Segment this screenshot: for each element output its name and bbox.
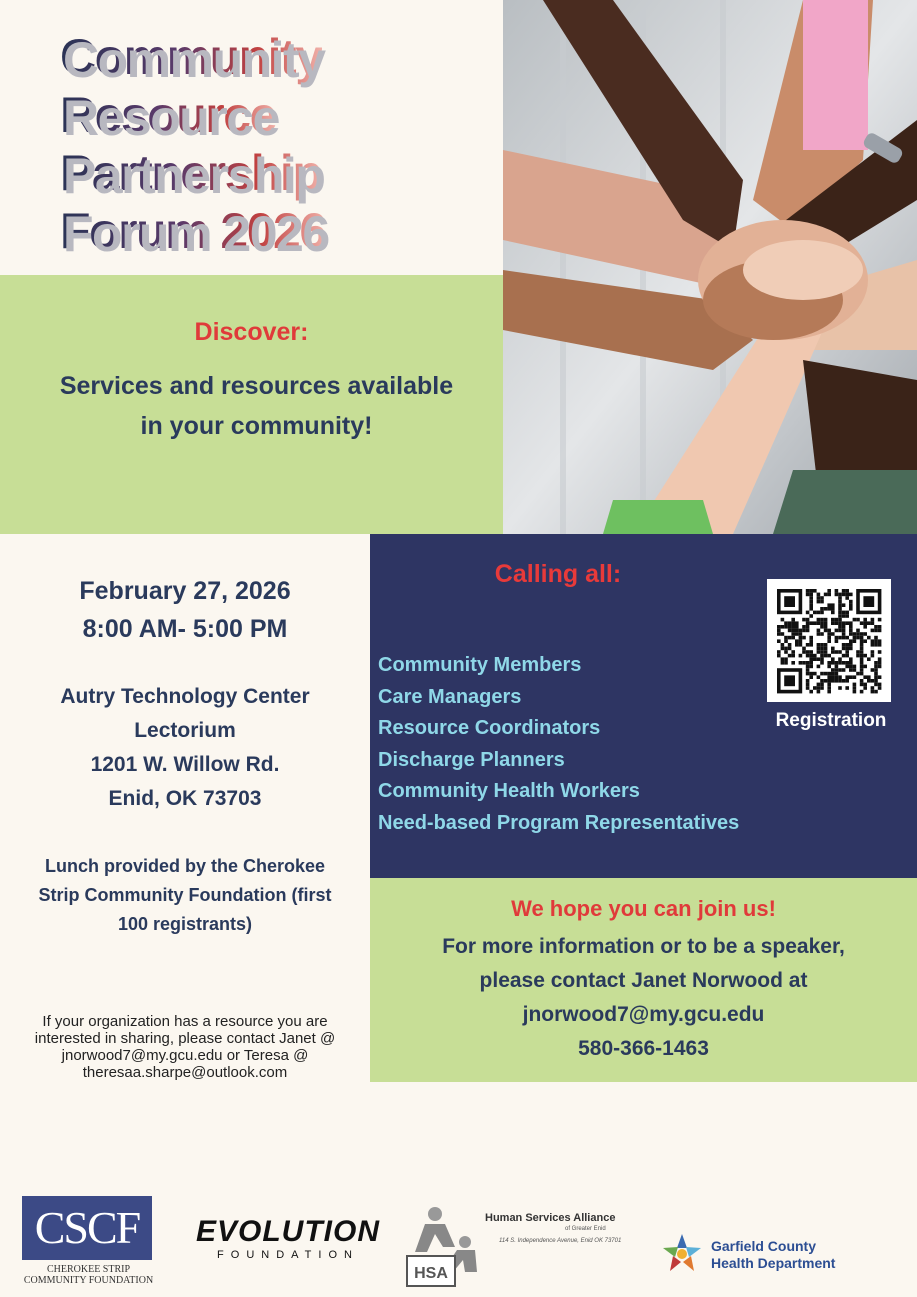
title-line-4: Forum 2026: [60, 203, 326, 259]
contact-phone[interactable]: 580-366-1463: [578, 1037, 709, 1060]
join-heading: We hope you can join us!: [511, 896, 776, 921]
audience-item: Community Members: [378, 654, 582, 676]
audience-item: Resource Coordinators: [378, 717, 601, 740]
venue-line-4: Enid, OK 73703: [108, 787, 262, 810]
qr-code-icon: [767, 579, 891, 702]
hands-illustration: [503, 0, 917, 534]
audience-item: Need-based Program Representatives: [378, 811, 740, 834]
evolution-foundation-logo: [183, 1216, 393, 1266]
hsa-badge-text: HSA: [414, 1265, 448, 1282]
audience-item: Discharge Planners: [378, 748, 565, 771]
contact-email[interactable]: jnorwood7@my.gcu.edu: [522, 1003, 765, 1026]
lunch-line-3: 100 registrants): [117, 914, 253, 934]
foundation-wordmark: FOUNDATION: [217, 1249, 359, 1261]
garfield-county-health-logo: [659, 1232, 864, 1276]
contact-line-2: please contact Janet Norwood at: [479, 969, 808, 992]
star-people-icon: [659, 1232, 705, 1276]
hands-together-photo: [503, 0, 917, 534]
hsa-address: 114 S. Independence Avenue, Enid OK 73701: [499, 1238, 622, 1244]
event-time: 8:00 AM- 5:00 PM: [82, 615, 288, 643]
hsa-climbers-icon: [405, 1202, 485, 1288]
cscf-logo: [22, 1196, 155, 1288]
event-details: [0, 572, 370, 816]
registration-label: Registration: [775, 710, 887, 731]
gchd-line-2: Health Department: [711, 1255, 836, 1271]
venue-line-2: Lectorium: [134, 719, 236, 742]
discover-text: [10, 366, 503, 446]
resource-note-line-2: interested in sharing, please contact Janet @: [34, 1030, 336, 1047]
audience-item: Community Health Workers: [378, 780, 640, 803]
venue-line-1: Autry Technology Center: [60, 685, 310, 708]
title-line-1: Community: [60, 29, 322, 85]
contact-line-1: For more information or to be a speaker,: [442, 935, 845, 958]
cscf-name-line-1: CHEROKEE STRIP: [46, 1264, 131, 1275]
lunch-line-2: Strip Community Foundation (first: [38, 885, 332, 905]
title-line-2: Resource: [60, 87, 276, 143]
event-date: February 27, 2026: [79, 577, 291, 605]
venue-line-3: 1201 W. Willow Rd.: [90, 753, 280, 776]
evolution-wordmark: EVOLUTION: [195, 1215, 380, 1248]
calling-all-heading: Calling all:: [494, 560, 622, 588]
hsa-subtitle: of Greater Enid: [565, 1226, 606, 1232]
discover-heading: Discover:: [194, 318, 309, 346]
human-services-alliance-logo: [405, 1202, 630, 1288]
resource-note-line-3: jnorwood7@my.gcu.edu or Teresa @: [61, 1047, 309, 1064]
discover-line-2: in your community!: [140, 412, 373, 440]
title-line-3: Partnership: [60, 145, 322, 201]
cscf-mark: CSCF: [22, 1196, 152, 1260]
flyer-title: [60, 28, 500, 260]
lunch-note: [0, 852, 370, 939]
event-venue: [0, 680, 370, 816]
resource-note-line-4: theresaa.sharpe@outlook.com: [82, 1064, 288, 1081]
resource-note-line-1: If your organization has a resource you are: [42, 1013, 328, 1030]
gchd-line-1: Garfield County: [711, 1238, 817, 1254]
discover-line-1: Services and resources available: [59, 372, 454, 400]
hsa-title: Human Services Alliance: [485, 1212, 616, 1224]
audience-list: [378, 650, 739, 840]
cscf-name-line-2: COMMUNITY FOUNDATION: [23, 1275, 154, 1286]
lunch-line-1: Lunch provided by the Cherokee: [44, 856, 326, 876]
audience-item: Care Managers: [378, 685, 522, 708]
resource-sharing-note: [0, 1013, 370, 1081]
contact-info: [370, 930, 917, 1066]
registration-qr-code[interactable]: [767, 579, 891, 702]
